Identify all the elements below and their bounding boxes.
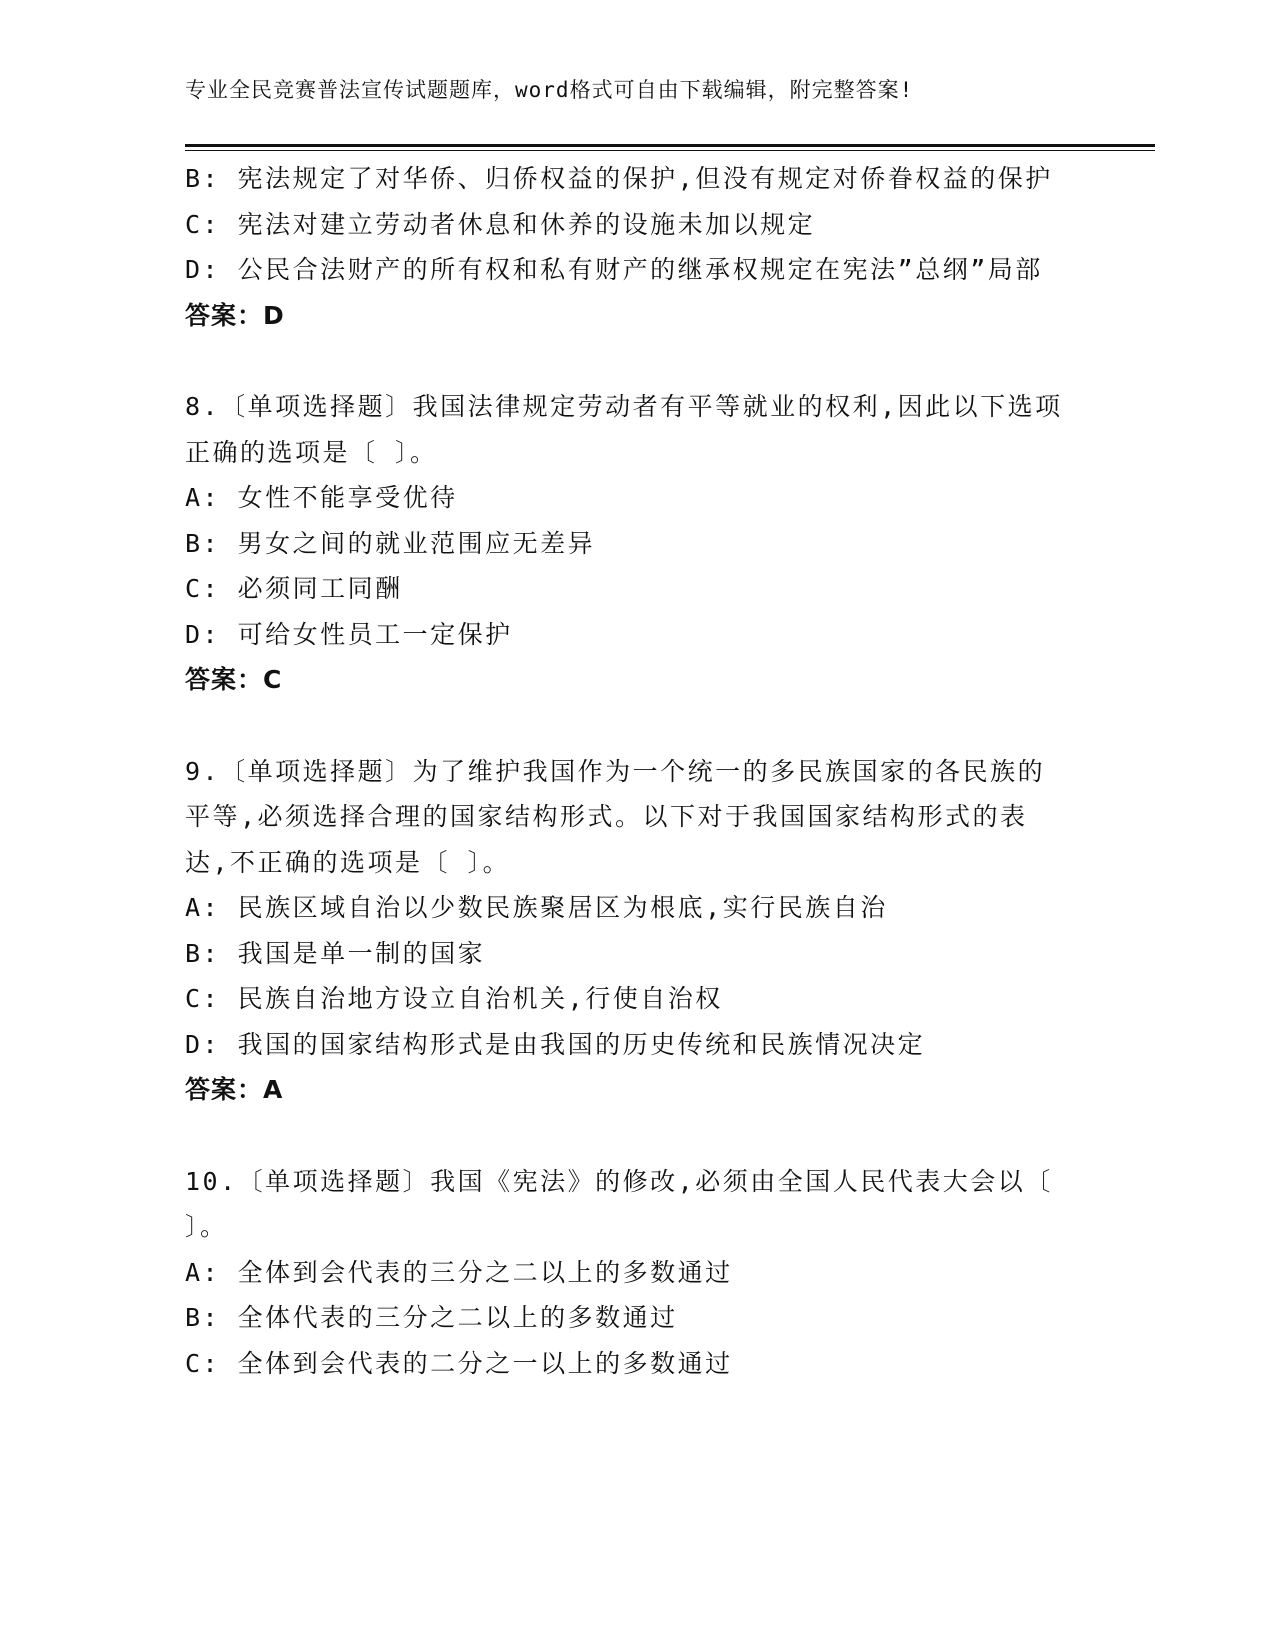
answer-line: 答案：C	[185, 665, 283, 694]
option-a: A: 女性不能享受优待	[185, 483, 458, 512]
option-b: B: 宪法规定了对华侨、归侨权益的保护,但没有规定对侨眷权益的保护	[185, 164, 1053, 193]
answer-line: 答案：D	[185, 300, 285, 330]
option-c: C: 必须同工同酬	[185, 574, 403, 603]
header-divider-thin	[185, 150, 1155, 151]
option-c: C: 全体到会代表的二分之一以上的多数通过	[185, 1348, 733, 1378]
option-b: B: 男女之间的就业范围应无差异	[185, 528, 596, 558]
option-b: B: 我国是单一制的国家	[185, 938, 486, 968]
document-body	[185, 156, 1065, 1386]
option-d: D: 公民合法财产的所有权和私有财产的继承权规定在宪法”总纲”局部	[185, 255, 1043, 284]
question-stem: 10.〔单项选择题〕我国《宪法》的修改,必须由全国人民代表大会以〔 〕。	[185, 1166, 1053, 1241]
option-c: C: 民族自治地方设立自治机关,行使自治权	[185, 984, 723, 1013]
option-c: C: 宪法对建立劳动者休息和休养的设施未加以规定	[185, 209, 816, 239]
option-d: D: 可给女性员工一定保护	[185, 619, 513, 649]
option-a: A: 全体到会代表的三分之二以上的多数通过	[185, 1257, 733, 1287]
answer-line: 答案：A	[185, 1075, 284, 1104]
header-divider	[185, 144, 1155, 147]
option-d: D: 我国的国家结构形式是由我国的历史传统和民族情况决定	[185, 1029, 926, 1059]
page-header: 专业全民竞赛普法宣传试题题库，word格式可自由下载编辑，附完整答案!	[185, 78, 914, 102]
option-a: A: 民族区域自治以少数民族聚居区为根底,实行民族自治	[185, 893, 888, 922]
question-stem: 9.〔单项选择题〕为了维护我国作为一个统一的多民族国家的各民族的平等,必须选择合理的国家结构形式。以下对于我国国家结构形式的表达,不正确的选项是〔 〕。	[185, 756, 1046, 877]
question-stem: 8.〔单项选择题〕我国法律规定劳动者有平等就业的权利,因此以下选项正确的选项是〔 〕。	[185, 392, 1063, 467]
option-b: B: 全体代表的三分之二以上的多数通过	[185, 1303, 678, 1332]
